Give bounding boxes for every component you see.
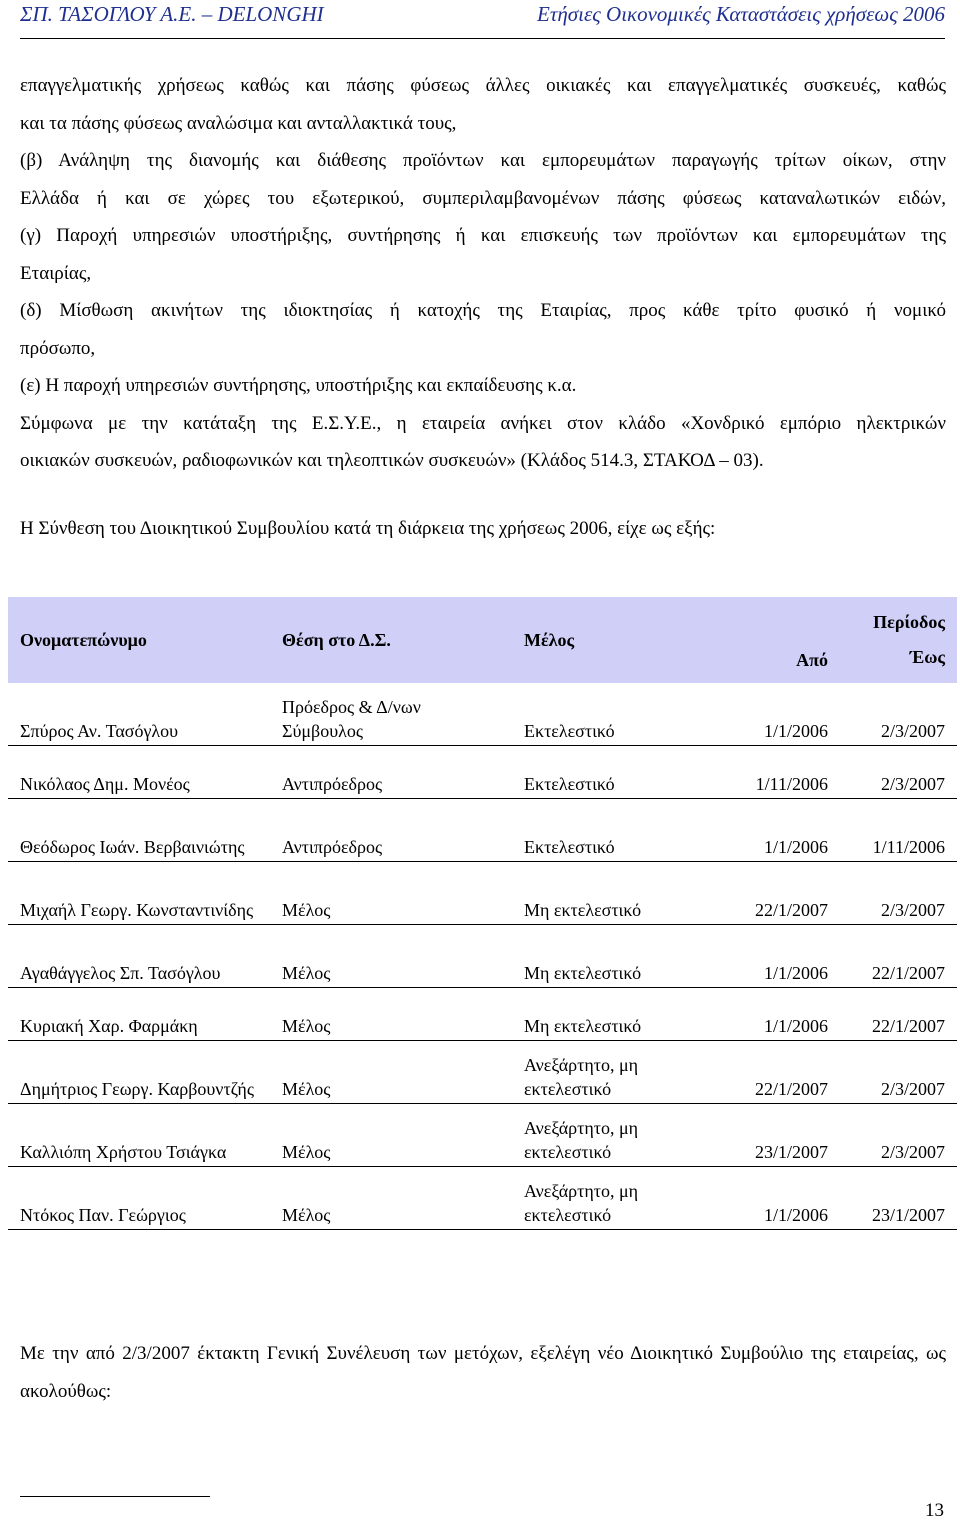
cell-position: Αντιπρόεδρος [270, 746, 512, 799]
cell-to: 2/3/2007 [840, 1041, 957, 1104]
body-line: (ε) Η παροχή υπηρεσιών συντήρησης, υποστήριξης και εκπαίδευσης κ.α. [20, 375, 577, 396]
footer-rule [20, 1496, 210, 1497]
board-intro: Η Σύνθεση του Διοικητικού Συμβουλίου κατά τη διάρκεια της χρήσεως 2006, είχε ως εξής: [20, 518, 716, 539]
cell-position: Μέλος [270, 1167, 512, 1230]
cell-name: Ντόκος Παν. Γεώργιος [8, 1167, 270, 1230]
cell-member: Ανεξάρτητο, μη εκτελεστικό [512, 1104, 727, 1167]
table-row [8, 1167, 957, 1230]
body-line: και τα πάσης φύσεως αναλώσιμα και ανταλλακτικά τους, [20, 112, 457, 134]
cell-to: 22/1/2007 [840, 925, 957, 988]
table-row [8, 925, 957, 988]
cell-position: Μέλος [270, 988, 512, 1041]
body-line: (δ) Μίσθωση ακινήτων της ιδιοκτησίας ή κατοχής της Εταιρίας, προς κάθε τρίτο φυσικό ή νομικό [20, 300, 946, 321]
cell-name: Κυριακή Χαρ. Φαρμάκη [8, 988, 270, 1041]
cell-position: Αντιπρόεδρος [270, 799, 512, 862]
cell-from: 1/1/2006 [727, 799, 840, 862]
cell-name: Νικόλαος Δημ. Μονέος [8, 746, 270, 799]
body-line: επαγγελματικής χρήσεως καθώς και πάσης φύσεως άλλες οικιακές και επαγγελματικές συσκευές, καθώς [20, 75, 946, 96]
table-row [8, 683, 957, 746]
cell-from: 1/1/2006 [727, 925, 840, 988]
table-row [8, 988, 957, 1041]
cell-from: 1/1/2006 [727, 683, 840, 746]
cell-position: Μέλος [270, 925, 512, 988]
cell-member: Ανεξάρτητο, μη εκτελεστικό [512, 1167, 727, 1230]
cell-name: Καλλιόπη Χρήστου Τσιάγκα [8, 1104, 270, 1167]
cell-to: 22/1/2007 [840, 988, 957, 1041]
final-paragraph: Με την από 2/3/2007 έκτακτη Γενική Συνέλευση των μετόχων, εξελέγη νέο Διοικητικό Συμβούλιο της εταιρείας, ως ακολούθως: [20, 1343, 946, 1402]
cell-name: Δημήτριος Γεωργ. Καρβουντζής [8, 1041, 270, 1104]
col-to-header: Έως [909, 647, 945, 667]
table-row [8, 746, 957, 799]
header-company: ΣΠ. ΤΑΣΟΓΛΟΥ Α.Ε. – DELONGHI [20, 2, 324, 26]
page-header [20, 0, 945, 39]
cell-member: Ανεξάρτητο, μη εκτελεστικό [512, 1041, 727, 1104]
cell-member: Μη εκτελεστικό [512, 862, 727, 925]
cell-from: 23/1/2007 [727, 1104, 840, 1167]
body-line: Σύμφωνα με την κατάταξη της Ε.Σ.Υ.Ε., η εταιρεία ανήκει στον κλάδο «Χονδρικό εμπόριο ηλεκτρικών [20, 412, 946, 434]
cell-member: Εκτελεστικό [512, 746, 727, 799]
col-member-header: Μέλος [524, 629, 575, 650]
cell-to: 2/3/2007 [840, 746, 957, 799]
cell-position: Μέλος [270, 1041, 512, 1104]
table-header-row [8, 597, 957, 683]
cell-to: 2/3/2007 [840, 1104, 957, 1167]
cell-to: 23/1/2007 [840, 1167, 957, 1230]
cell-from: 22/1/2007 [727, 1041, 840, 1104]
body-line: πρόσωπο, [20, 337, 96, 359]
col-period-header [840, 597, 957, 683]
body-line: οικιακών συσκευών, ραδιοφωνικών και τηλεοπτικών συσκευών» (Κλάδος 514.3, ΣΤΑΚΟΔ – 03). [20, 450, 764, 471]
cell-member: Μη εκτελεστικό [512, 988, 727, 1041]
cell-member: Εκτελεστικό [512, 683, 727, 746]
period-header: Περίοδος [873, 612, 945, 632]
board-table [8, 597, 957, 1230]
body-line: (γ) Παροχή υπηρεσιών υποστήριξης, συντήρησης ή και επισκευής των προϊόντων και εμπορευμάτων της [20, 225, 946, 246]
cell-position: Πρόεδρος & Δ/νων Σύμβουλος [270, 683, 512, 746]
cell-from: 22/1/2007 [727, 862, 840, 925]
cell-to: 2/3/2007 [840, 683, 957, 746]
body-line: Ελλάδα ή και σε χώρες του εξωτερικού, συμπεριλαμβανομένων πάσης φύσεως καταναλωτικών ειδών, [20, 187, 946, 209]
table-row [8, 799, 957, 862]
table-row [8, 1041, 957, 1104]
cell-member: Εκτελεστικό [512, 799, 727, 862]
col-position-header: Θέση στο Δ.Σ. [282, 629, 391, 650]
cell-name: Θεόδωρος Ιωάν. Βερβαινιώτης [8, 799, 270, 862]
table-row [8, 862, 957, 925]
page-number: 13 [925, 1500, 944, 1521]
cell-to: 1/11/2006 [840, 799, 957, 862]
body-line: (β) Ανάληψη της διανομής και διάθεσης προϊόντων και εμπορευμάτων παραγωγής τρίτων οίκων, στην [20, 150, 946, 171]
cell-name: Μιχαήλ Γεωργ. Κωνσταντινίδης [8, 862, 270, 925]
col-from-header: Από [796, 650, 828, 670]
cell-from: 1/1/2006 [727, 988, 840, 1041]
cell-name: Σπύρος Αν. Τασόγλου [8, 683, 270, 746]
table-row [8, 1104, 957, 1167]
cell-from: 1/1/2006 [727, 1167, 840, 1230]
cell-member: Μη εκτελεστικό [512, 925, 727, 988]
cell-position: Μέλος [270, 1104, 512, 1167]
cell-from: 1/11/2006 [727, 746, 840, 799]
header-report-title: Ετήσιες Οικονομικές Καταστάσεις χρήσεως 2006 [537, 2, 945, 26]
activities-text [20, 67, 946, 480]
cell-to: 2/3/2007 [840, 862, 957, 925]
col-name-header: Ονοματεπώνυμο [20, 629, 147, 650]
cell-name: Αγαθάγγελος Σπ. Τασόγλου [8, 925, 270, 988]
cell-position: Μέλος [270, 862, 512, 925]
body-line: Εταιρίας, [20, 262, 92, 284]
